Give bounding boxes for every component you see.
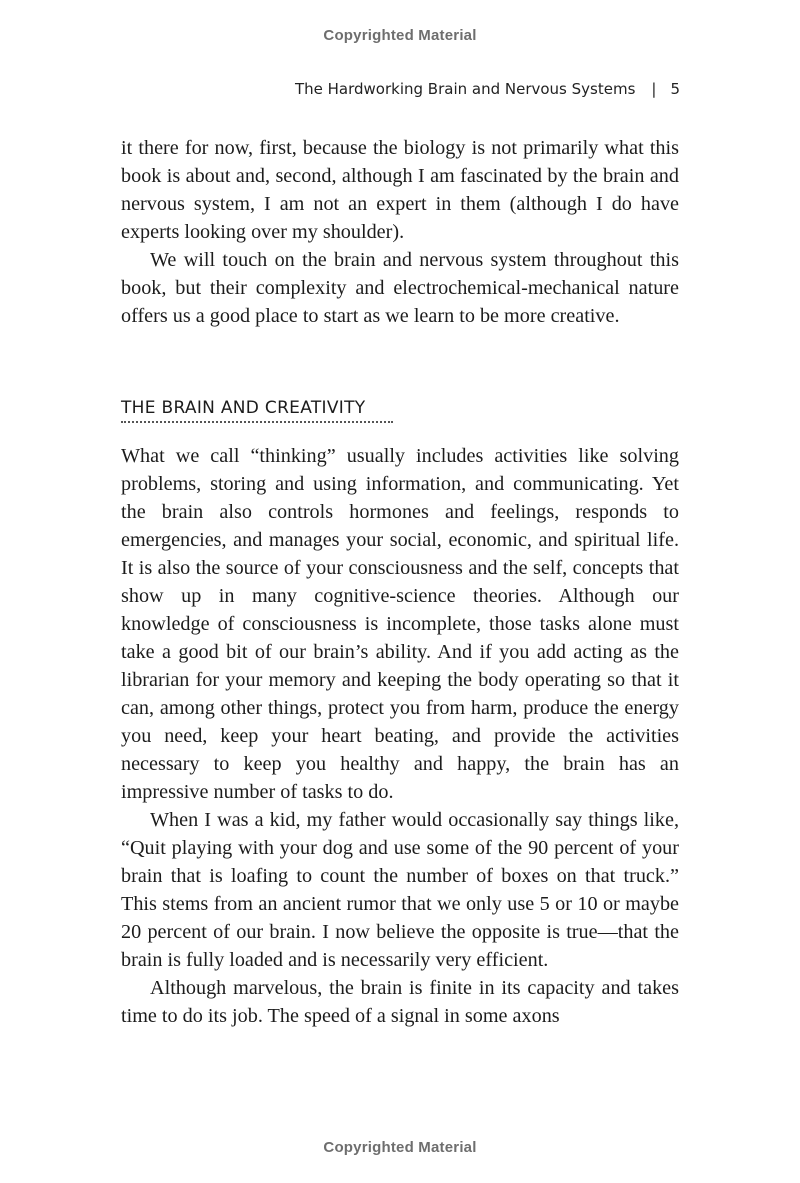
section-body-text (121, 442, 679, 1030)
paragraph: When I was a kid, my father would occasionally say things like, “Quit playing with your dog and use some of the 90 percent of your brain that is loafing to count the number of boxes on that truck.” This stems from an ancient rumor that we only use 5 or 10 or maybe 20 percent of our brain. I now believe the opposite is true—that the brain is fully loaded and is necessarily very efficient. (121, 809, 679, 971)
section-heading: THE BRAIN AND CREATIVITY (121, 398, 393, 423)
paragraph: Although marvelous, the brain is finite in its capacity and takes time to do its job. The speed of a signal in some axons (121, 977, 679, 1027)
chapter-title: The Hardworking Brain and Nervous Systems (294, 80, 636, 98)
running-head (295, 80, 680, 98)
page-number: 5 (670, 80, 680, 98)
copyright-watermark-bottom: Copyrighted Material (323, 1139, 477, 1156)
copyright-watermark-top: Copyrighted Material (323, 27, 477, 44)
paragraph: it there for now, first, because the biology is not primarily what this book is about and, second, although I am fascinated by the brain and nervous system, I am not an expert in them (although I do have experts looking over my shoulder). (121, 137, 679, 243)
running-head-separator: | (651, 80, 657, 98)
paragraph: What we call “thinking” usually includes activities like solving problems, storing and using information, and communicating. Yet the brain also controls hormones and feelings, responds to emergencies, and manages your social, economic, and spiritual life. It is also the source of your consciousness and the self, concepts that show up in many cognitive-science theories. Although our knowledge of consciousness is incomplete, those tasks alone must take a good bit of our brain’s ability. And if you add acting as the librarian for your memory and keeping the body operating so that it can, among other things, protect you from harm, produce the energy you need, keep your heart beating, and provide the activities necessary to keep you healthy and happy, the brain has an impressive number of tasks to do. (121, 445, 679, 803)
paragraph: We will touch on the brain and nervous system throughout this book, but their complexity and electrochemical-mechanical nature offers us a good place to start as we learn to be more creative. (121, 249, 679, 327)
body-text-before-section (121, 134, 679, 330)
